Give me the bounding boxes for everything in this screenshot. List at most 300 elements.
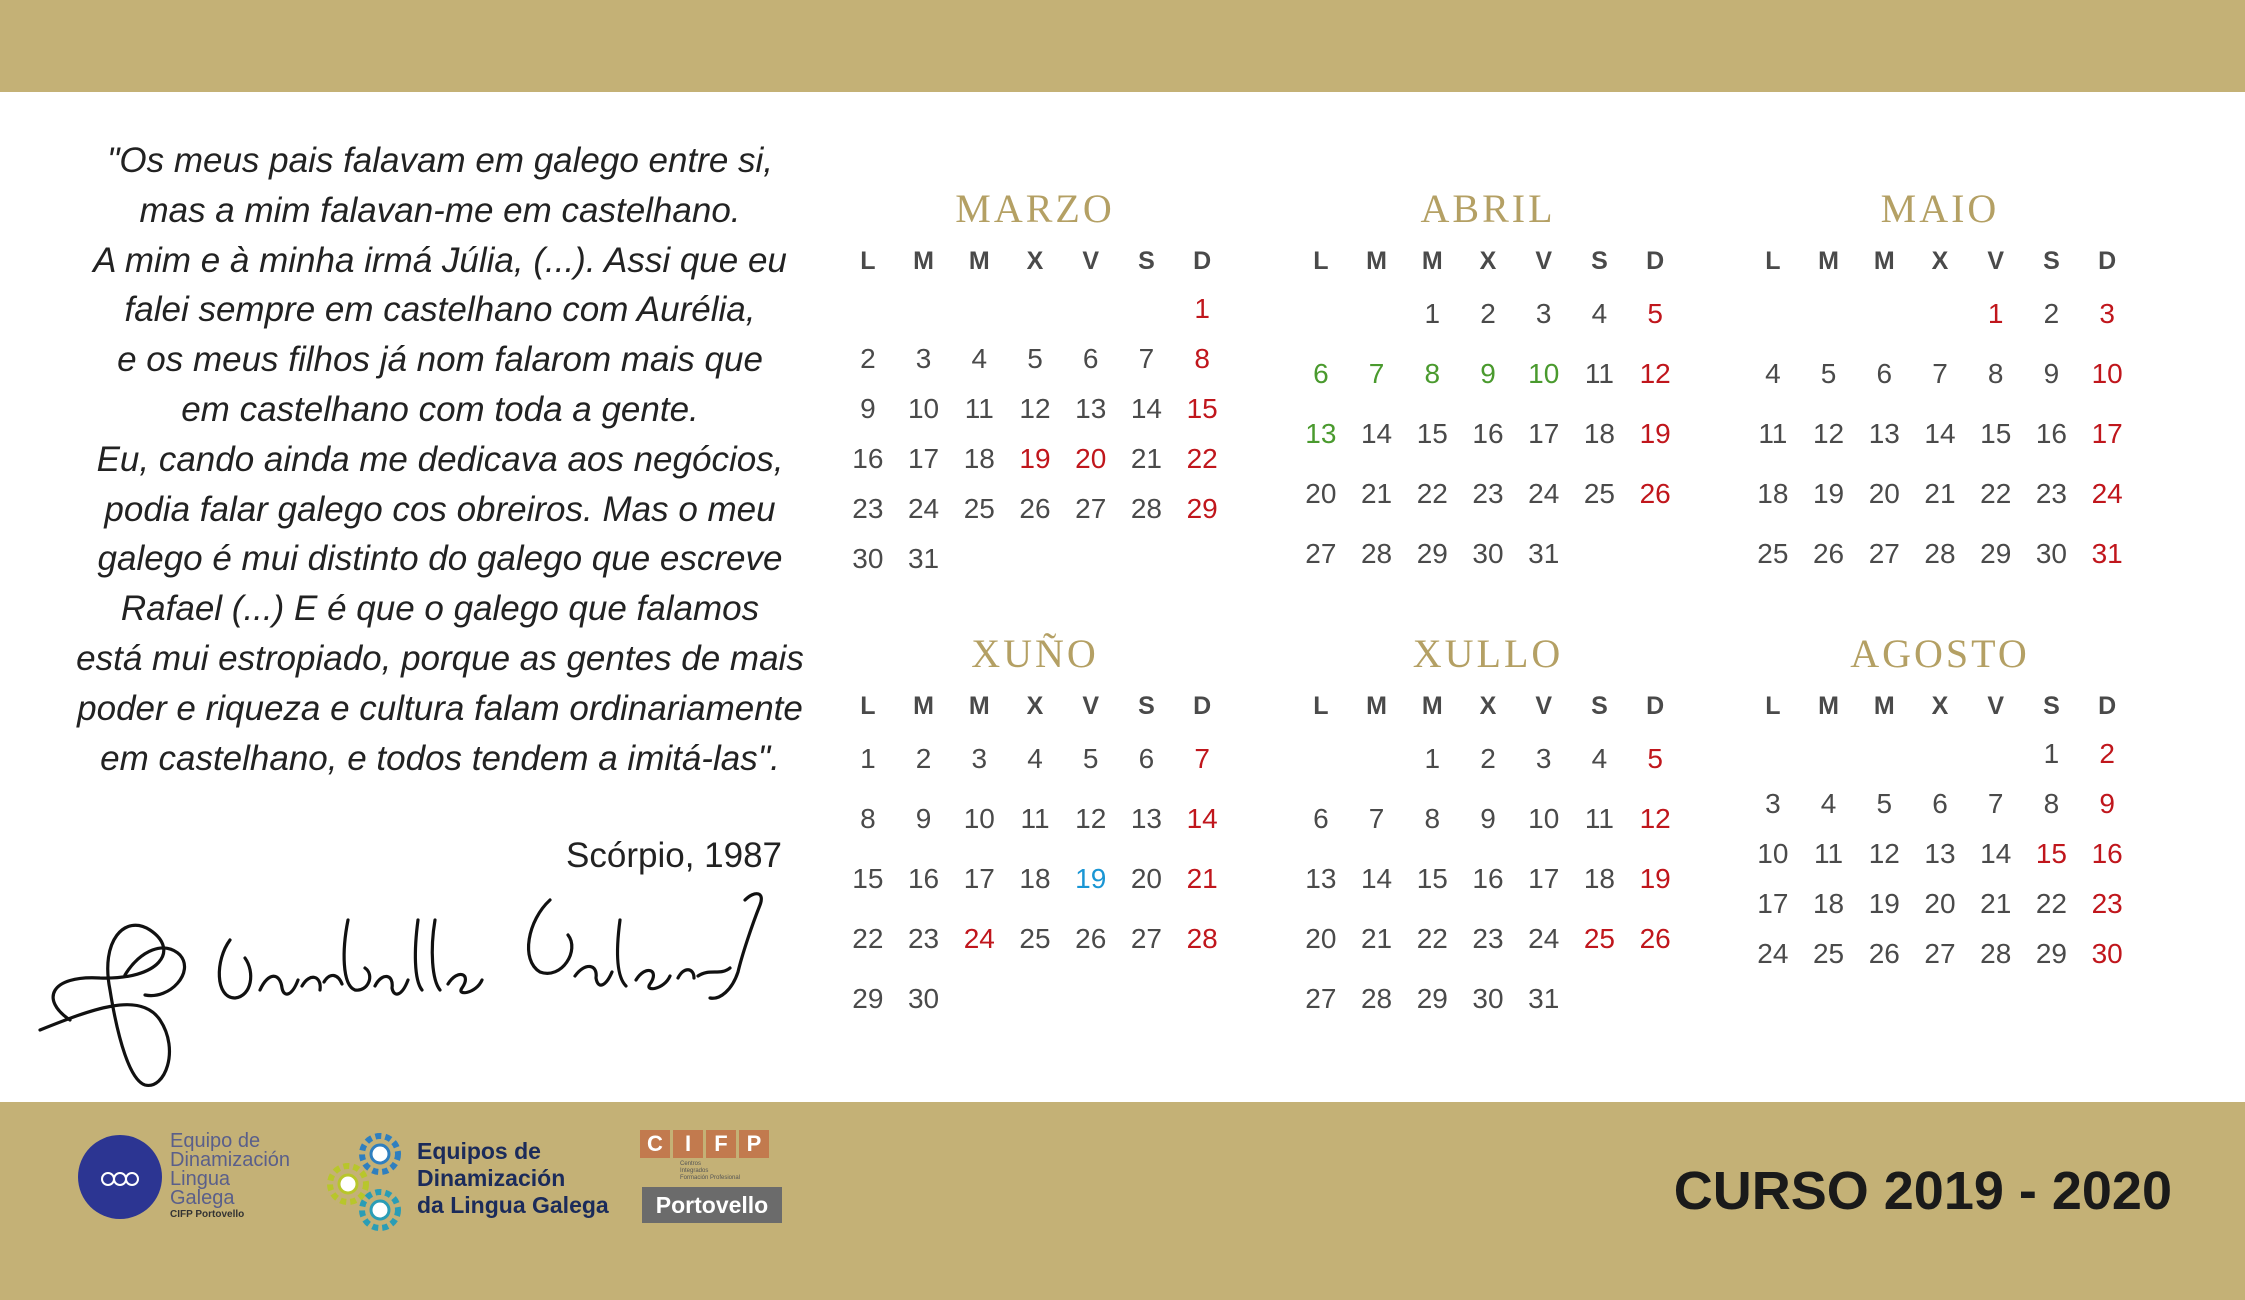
- days-grid: [1293, 284, 1683, 584]
- weekday-label: M: [1818, 247, 1839, 275]
- edlg-logo-text: [170, 1132, 290, 1222]
- weekday-label: M: [1873, 247, 1895, 275]
- day-cell: 15: [1416, 418, 1448, 449]
- day-cell: 24: [1528, 478, 1560, 509]
- empty-day-cell: [1119, 969, 1175, 1029]
- day-cell: 31: [2091, 538, 2123, 569]
- day-cell: 18: [1757, 478, 1789, 509]
- day-cell: 5: [1647, 743, 1663, 774]
- quote-line: está mui estropiado, porque as gentes de mais: [76, 638, 804, 678]
- day-cell: 1: [1194, 293, 1210, 324]
- weekday-label: S: [1138, 692, 1155, 720]
- weekday-label: V: [1535, 247, 1553, 275]
- day-cell: 23: [907, 923, 940, 954]
- weekday-label: X: [1026, 247, 1044, 275]
- weekday-label: S: [2043, 247, 2060, 275]
- logo-line: Galega: [170, 1187, 235, 1209]
- day-cell: 7: [1368, 358, 1385, 389]
- day-cell: 13: [1075, 393, 1107, 424]
- day-cell: 17: [907, 443, 940, 474]
- day-cell: 30: [907, 983, 940, 1014]
- day-cell: 28: [1980, 938, 2012, 969]
- month-april: [1293, 180, 1683, 584]
- weekday-label: L: [1765, 247, 1781, 275]
- day-cell: 20: [1305, 478, 1337, 509]
- quote-line: poder e riqueza e cultura falam ordinariamente: [77, 688, 803, 728]
- empty-day-cell: [1912, 284, 1968, 344]
- day-cell: 12: [1868, 838, 1900, 869]
- day-cell: 20: [1868, 478, 1900, 509]
- weekday-label: M: [1366, 692, 1387, 720]
- weekday-label: L: [860, 692, 876, 720]
- day-cell: 31: [1528, 983, 1560, 1014]
- quote-line: falei sempre em castelhano com Aurélia,: [124, 290, 756, 330]
- day-cell: 17: [1757, 888, 1789, 919]
- day-cell: 9: [915, 803, 932, 834]
- cifp-letter: I: [673, 1130, 703, 1158]
- day-cell: 12: [1639, 803, 1671, 834]
- day-cell: 20: [1305, 923, 1337, 954]
- portovello-label: Portovello: [642, 1187, 782, 1223]
- day-cell: 25: [1583, 478, 1615, 509]
- weekday-label: M: [1421, 692, 1443, 720]
- day-cell: 18: [1583, 863, 1615, 894]
- empty-day-cell: [1856, 284, 1912, 344]
- empty-day-cell: [1293, 729, 1349, 789]
- day-cell: 27: [1305, 538, 1337, 569]
- day-cell: 3: [1765, 788, 1781, 819]
- weekday-label: S: [1138, 247, 1155, 275]
- day-cell: 27: [1075, 493, 1107, 524]
- day-cell: 27: [1305, 983, 1337, 1014]
- weekday-label: X: [1479, 692, 1497, 720]
- day-cell: 12: [1075, 803, 1107, 834]
- weekday-label: M: [968, 692, 990, 720]
- day-cell: 4: [971, 343, 988, 374]
- day-cell: 9: [1480, 358, 1496, 389]
- day-cell: 1: [1424, 743, 1441, 774]
- empty-day-cell: [1007, 284, 1063, 334]
- equipos-logo: [322, 1132, 612, 1232]
- day-cell: 21: [1186, 863, 1218, 894]
- month-march: [840, 180, 1230, 584]
- day-cell: 8: [860, 803, 876, 834]
- empty-day-cell: [951, 969, 1007, 1029]
- day-cell: 14: [1980, 838, 2012, 869]
- day-cell: 23: [2091, 888, 2123, 919]
- empty-day-cell: [1293, 284, 1349, 344]
- day-cell: 6: [1138, 743, 1155, 774]
- weekday-label: M: [1366, 247, 1387, 275]
- empty-day-cell: [1063, 534, 1119, 584]
- quote-line: em castelhano, e todos tendem a imitá-las".: [100, 738, 780, 778]
- day-cell: 22: [1416, 478, 1448, 509]
- logo-subline: CIFP Portovello: [170, 1209, 245, 1220]
- day-cell: 26: [1075, 923, 1107, 954]
- weekday-label: L: [860, 247, 876, 275]
- cifp-letters: [640, 1130, 785, 1158]
- edlg-logo: [78, 1132, 308, 1232]
- day-cell: 26: [1812, 538, 1845, 569]
- empty-day-cell: [1856, 729, 1912, 779]
- day-cell: 1: [2043, 738, 2060, 769]
- day-cell: 2: [1480, 743, 1496, 774]
- quote-line: podia falar galego cos obreiros. Mas o meu: [104, 489, 776, 529]
- weekday-label: S: [1591, 247, 1608, 275]
- weekday-label: M: [1873, 692, 1895, 720]
- day-cell: 16: [1472, 863, 1504, 894]
- day-cell: 28: [1924, 538, 1956, 569]
- quote-line: e os meus filhos já nom falarom mais que: [117, 340, 763, 380]
- equipos-logo-text: [417, 1138, 609, 1219]
- gears-icon: [322, 1132, 412, 1232]
- empty-day-cell: [1349, 284, 1405, 344]
- empty-day-cell: [1572, 524, 1628, 584]
- weekday-label: D: [2098, 247, 2117, 275]
- month-name: MARZO: [955, 186, 1115, 231]
- logo-line: Centros: [680, 1161, 702, 1167]
- day-cell: 16: [2035, 418, 2067, 449]
- day-cell: 3: [1535, 298, 1552, 329]
- cifp-small-text: [680, 1161, 785, 1182]
- day-cell: 27: [1130, 923, 1162, 954]
- empty-day-cell: [1119, 284, 1175, 334]
- day-cell: 4: [1765, 358, 1781, 389]
- day-cell: 6: [1932, 788, 1948, 819]
- day-cell: 2: [860, 343, 876, 374]
- weekday-header: [1745, 238, 2135, 284]
- day-cell: 22: [1416, 923, 1448, 954]
- weekday-label: D: [1193, 247, 1212, 275]
- weekday-label: S: [1591, 692, 1608, 720]
- empty-day-cell: [1349, 729, 1405, 789]
- day-cell: 28: [1360, 538, 1393, 569]
- day-cell: 4: [1591, 743, 1608, 774]
- day-cell: 10: [1528, 358, 1560, 389]
- weekday-label: M: [968, 247, 990, 275]
- day-cell: 30: [2035, 538, 2067, 569]
- day-cell: 23: [1472, 478, 1504, 509]
- day-cell: 19: [1019, 443, 1051, 474]
- day-cell: 29: [1416, 983, 1448, 1014]
- day-cell: 25: [1583, 923, 1615, 954]
- weekday-label: S: [2043, 692, 2060, 720]
- speech-bubble-icon: [78, 1135, 162, 1219]
- day-cell: 10: [1757, 838, 1789, 869]
- day-cell: 13: [1305, 418, 1337, 449]
- weekday-label: D: [1646, 247, 1665, 275]
- day-cell: 9: [860, 393, 876, 424]
- day-cell: 27: [1924, 938, 1956, 969]
- logo-line: Formación Profesional: [680, 1175, 741, 1181]
- weekday-header: [840, 238, 1230, 284]
- day-cell: 6: [1082, 343, 1099, 374]
- day-cell: 1: [1987, 298, 2004, 329]
- day-cell: 4: [1820, 788, 1837, 819]
- day-cell: 8: [1987, 358, 2004, 389]
- day-cell: 7: [1368, 803, 1385, 834]
- day-cell: 15: [1416, 863, 1448, 894]
- day-cell: 22: [852, 923, 884, 954]
- day-cell: 21: [1360, 923, 1393, 954]
- month-july: [1293, 625, 1683, 1029]
- day-cell: 14: [1924, 418, 1956, 449]
- day-cell: 3: [971, 743, 988, 774]
- day-cell: 10: [2091, 358, 2123, 389]
- day-cell: 16: [1472, 418, 1504, 449]
- day-cell: 7: [1194, 743, 1210, 774]
- day-cell: 17: [1528, 418, 1560, 449]
- day-cell: 11: [964, 393, 994, 424]
- logo-line: Equipo de: [170, 1130, 261, 1152]
- quote-line: Rafael (...) E é que o galego que falamos: [120, 589, 760, 629]
- day-cell: 26: [1639, 923, 1671, 954]
- empty-day-cell: [1007, 534, 1063, 584]
- logo-line: da Lingua Galega: [417, 1192, 609, 1218]
- quote-line: em castelhano com toda a gente.: [181, 389, 699, 429]
- day-cell: 31: [1528, 538, 1560, 569]
- empty-day-cell: [951, 284, 1007, 334]
- day-cell: 30: [1472, 983, 1504, 1014]
- day-cell: 30: [852, 543, 884, 574]
- quote-line: Eu, cando ainda me dedicava aos negócios,: [96, 439, 784, 479]
- day-cell: 27: [1868, 538, 1900, 569]
- day-cell: 13: [1924, 838, 1956, 869]
- logo-line: Dinamización: [417, 1165, 566, 1191]
- day-cell: 16: [2091, 838, 2123, 869]
- day-cell: 6: [1313, 358, 1329, 389]
- day-cell: 4: [1027, 743, 1043, 774]
- weekday-header: [840, 683, 1230, 729]
- day-cell: 22: [2035, 888, 2067, 919]
- day-cell: 17: [1528, 863, 1560, 894]
- logo-line: Integrados: [680, 1168, 709, 1174]
- day-cell: 7: [1932, 358, 1948, 389]
- day-cell: 8: [2043, 788, 2060, 819]
- day-cell: 14: [1130, 393, 1162, 424]
- day-cell: 2: [915, 743, 932, 774]
- weekday-label: V: [1987, 247, 2005, 275]
- day-cell: 10: [963, 803, 995, 834]
- month-may: [1745, 180, 2135, 584]
- day-cell: 15: [852, 863, 884, 894]
- month-name: AGOSTO: [1850, 631, 2030, 676]
- weekday-label: D: [1193, 692, 1212, 720]
- day-cell: 26: [1868, 938, 1900, 969]
- weekday-header: [1745, 683, 2135, 729]
- logo-line: Lingua: [170, 1168, 231, 1190]
- day-cell: 1: [860, 743, 876, 774]
- day-cell: 1: [1424, 298, 1441, 329]
- weekday-label: L: [1765, 692, 1781, 720]
- day-cell: 18: [963, 443, 995, 474]
- days-grid: [1745, 284, 2135, 584]
- day-cell: 14: [1360, 418, 1393, 449]
- day-cell: 29: [1980, 538, 2012, 569]
- day-cell: 19: [1868, 888, 1900, 919]
- day-cell: 19: [1812, 478, 1845, 509]
- day-cell: 15: [1186, 393, 1218, 424]
- weekday-label: X: [1931, 247, 1949, 275]
- day-cell: 29: [852, 983, 884, 1014]
- cifp-letter: C: [640, 1130, 670, 1158]
- day-cell: 21: [1980, 888, 2012, 919]
- empty-day-cell: [1007, 969, 1063, 1029]
- weekday-label: X: [1026, 692, 1044, 720]
- weekday-label: X: [1479, 247, 1497, 275]
- day-cell: 20: [1130, 863, 1162, 894]
- day-cell: 25: [1812, 938, 1845, 969]
- quote-source: Scórpio, 1987: [566, 836, 782, 875]
- empty-day-cell: [1119, 534, 1175, 584]
- day-cell: 24: [907, 493, 940, 524]
- day-cell: 8: [1424, 358, 1441, 389]
- day-cell: 5: [1027, 343, 1043, 374]
- day-cell: 5: [1647, 298, 1663, 329]
- day-cell: 17: [2091, 418, 2123, 449]
- day-cell: 30: [2091, 938, 2123, 969]
- weekday-label: L: [1313, 247, 1329, 275]
- day-cell: 12: [1812, 418, 1845, 449]
- day-cell: 29: [1186, 493, 1218, 524]
- day-cell: 3: [2099, 298, 2115, 329]
- empty-day-cell: [896, 284, 952, 334]
- course-title: CURSO 2019 - 2020: [1673, 1161, 2172, 1221]
- day-cell: 8: [1424, 803, 1441, 834]
- month-name: XULLO: [1412, 631, 1564, 676]
- day-cell: 18: [1812, 888, 1845, 919]
- logo-line: Equipos de: [417, 1138, 541, 1164]
- cifp-letter: F: [706, 1130, 736, 1158]
- day-cell: 10: [1528, 803, 1560, 834]
- cifp-letter: P: [739, 1130, 769, 1158]
- day-cell: 11: [1758, 418, 1788, 449]
- weekday-label: L: [1313, 692, 1329, 720]
- day-cell: 11: [1020, 803, 1050, 834]
- day-cell: 28: [1186, 923, 1218, 954]
- day-cell: 24: [2091, 478, 2123, 509]
- quote-line: mas a mim falavan-me em castelhano.: [139, 190, 741, 230]
- day-cell: 9: [2099, 788, 2115, 819]
- month-name: ABRIL: [1420, 186, 1556, 231]
- month-name: XUÑO: [971, 631, 1099, 676]
- weekday-label: D: [2098, 692, 2117, 720]
- day-cell: 12: [1019, 393, 1051, 424]
- day-cell: 5: [1082, 743, 1099, 774]
- day-cell: 3: [1535, 743, 1552, 774]
- empty-day-cell: [1968, 729, 2024, 779]
- day-cell: 13: [1305, 863, 1337, 894]
- day-cell: 8: [1194, 343, 1210, 374]
- days-grid: [840, 284, 1230, 584]
- quote-line: galego é mui distinto do galego que escreve: [97, 539, 783, 579]
- day-cell: 26: [1639, 478, 1671, 509]
- day-cell: 23: [2035, 478, 2067, 509]
- empty-day-cell: [1063, 969, 1119, 1029]
- weekday-label: M: [913, 692, 934, 720]
- day-cell: 21: [1130, 443, 1162, 474]
- weekday-label: D: [1646, 692, 1665, 720]
- days-grid: [1293, 729, 1683, 1029]
- weekday-label: X: [1931, 692, 1949, 720]
- quote-block: [40, 136, 840, 783]
- day-cell: 29: [2035, 938, 2067, 969]
- day-cell: 6: [1313, 803, 1329, 834]
- logo-line: Dinamización: [170, 1149, 291, 1171]
- day-cell: 25: [963, 493, 995, 524]
- empty-day-cell: [1745, 729, 1801, 779]
- day-cell: 23: [852, 493, 884, 524]
- day-cell: 31: [907, 543, 940, 574]
- day-cell: 19: [1639, 418, 1671, 449]
- empty-day-cell: [951, 534, 1007, 584]
- empty-day-cell: [1174, 534, 1230, 584]
- weekday-label: V: [1082, 692, 1100, 720]
- day-cell: 5: [1820, 358, 1837, 389]
- day-cell: 25: [1757, 538, 1789, 569]
- day-cell: 25: [1019, 923, 1051, 954]
- day-cell: 2: [1480, 298, 1496, 329]
- day-cell: 16: [907, 863, 940, 894]
- weekday-label: M: [1818, 692, 1839, 720]
- empty-day-cell: [1627, 969, 1683, 1029]
- day-cell: 23: [1472, 923, 1504, 954]
- day-cell: 22: [1980, 478, 2012, 509]
- day-cell: 20: [1075, 443, 1107, 474]
- top-band: [0, 0, 2245, 92]
- day-cell: 26: [1019, 493, 1051, 524]
- weekday-label: M: [913, 247, 934, 275]
- weekday-label: V: [1987, 692, 2005, 720]
- day-cell: 28: [1130, 493, 1162, 524]
- day-cell: 22: [1186, 443, 1218, 474]
- day-cell: 2: [2099, 738, 2115, 769]
- day-cell: 9: [1480, 803, 1496, 834]
- day-cell: 13: [1130, 803, 1162, 834]
- day-cell: 7: [1987, 788, 2004, 819]
- handwritten-signature: [30, 880, 800, 1100]
- day-cell: 11: [1584, 803, 1614, 834]
- empty-day-cell: [1063, 284, 1119, 334]
- day-cell: 24: [963, 923, 995, 954]
- empty-day-cell: [1912, 729, 1968, 779]
- day-cell: 28: [1360, 983, 1393, 1014]
- day-cell: 20: [1924, 888, 1956, 919]
- weekday-label: V: [1082, 247, 1100, 275]
- month-name: MAIO: [1880, 186, 2000, 231]
- day-cell: 2: [2043, 298, 2060, 329]
- month-august: [1745, 625, 2135, 979]
- day-cell: 3: [915, 343, 932, 374]
- weekday-label: M: [1421, 247, 1443, 275]
- empty-day-cell: [1174, 969, 1230, 1029]
- quote-line: "Os meus pais falavam em galego entre si,: [106, 141, 774, 180]
- empty-day-cell: [840, 284, 896, 334]
- day-cell: 10: [907, 393, 940, 424]
- day-cell: 14: [1360, 863, 1393, 894]
- day-cell: 19: [1075, 863, 1107, 894]
- empty-day-cell: [1745, 284, 1801, 344]
- days-grid: [1745, 729, 2135, 979]
- day-cell: 24: [1757, 938, 1789, 969]
- day-cell: 19: [1639, 863, 1671, 894]
- day-cell: 18: [1019, 863, 1051, 894]
- day-cell: 15: [1980, 418, 2012, 449]
- day-cell: 12: [1639, 358, 1671, 389]
- cifp-logo: [640, 1130, 785, 1230]
- empty-day-cell: [1627, 524, 1683, 584]
- day-cell: 11: [1584, 358, 1614, 389]
